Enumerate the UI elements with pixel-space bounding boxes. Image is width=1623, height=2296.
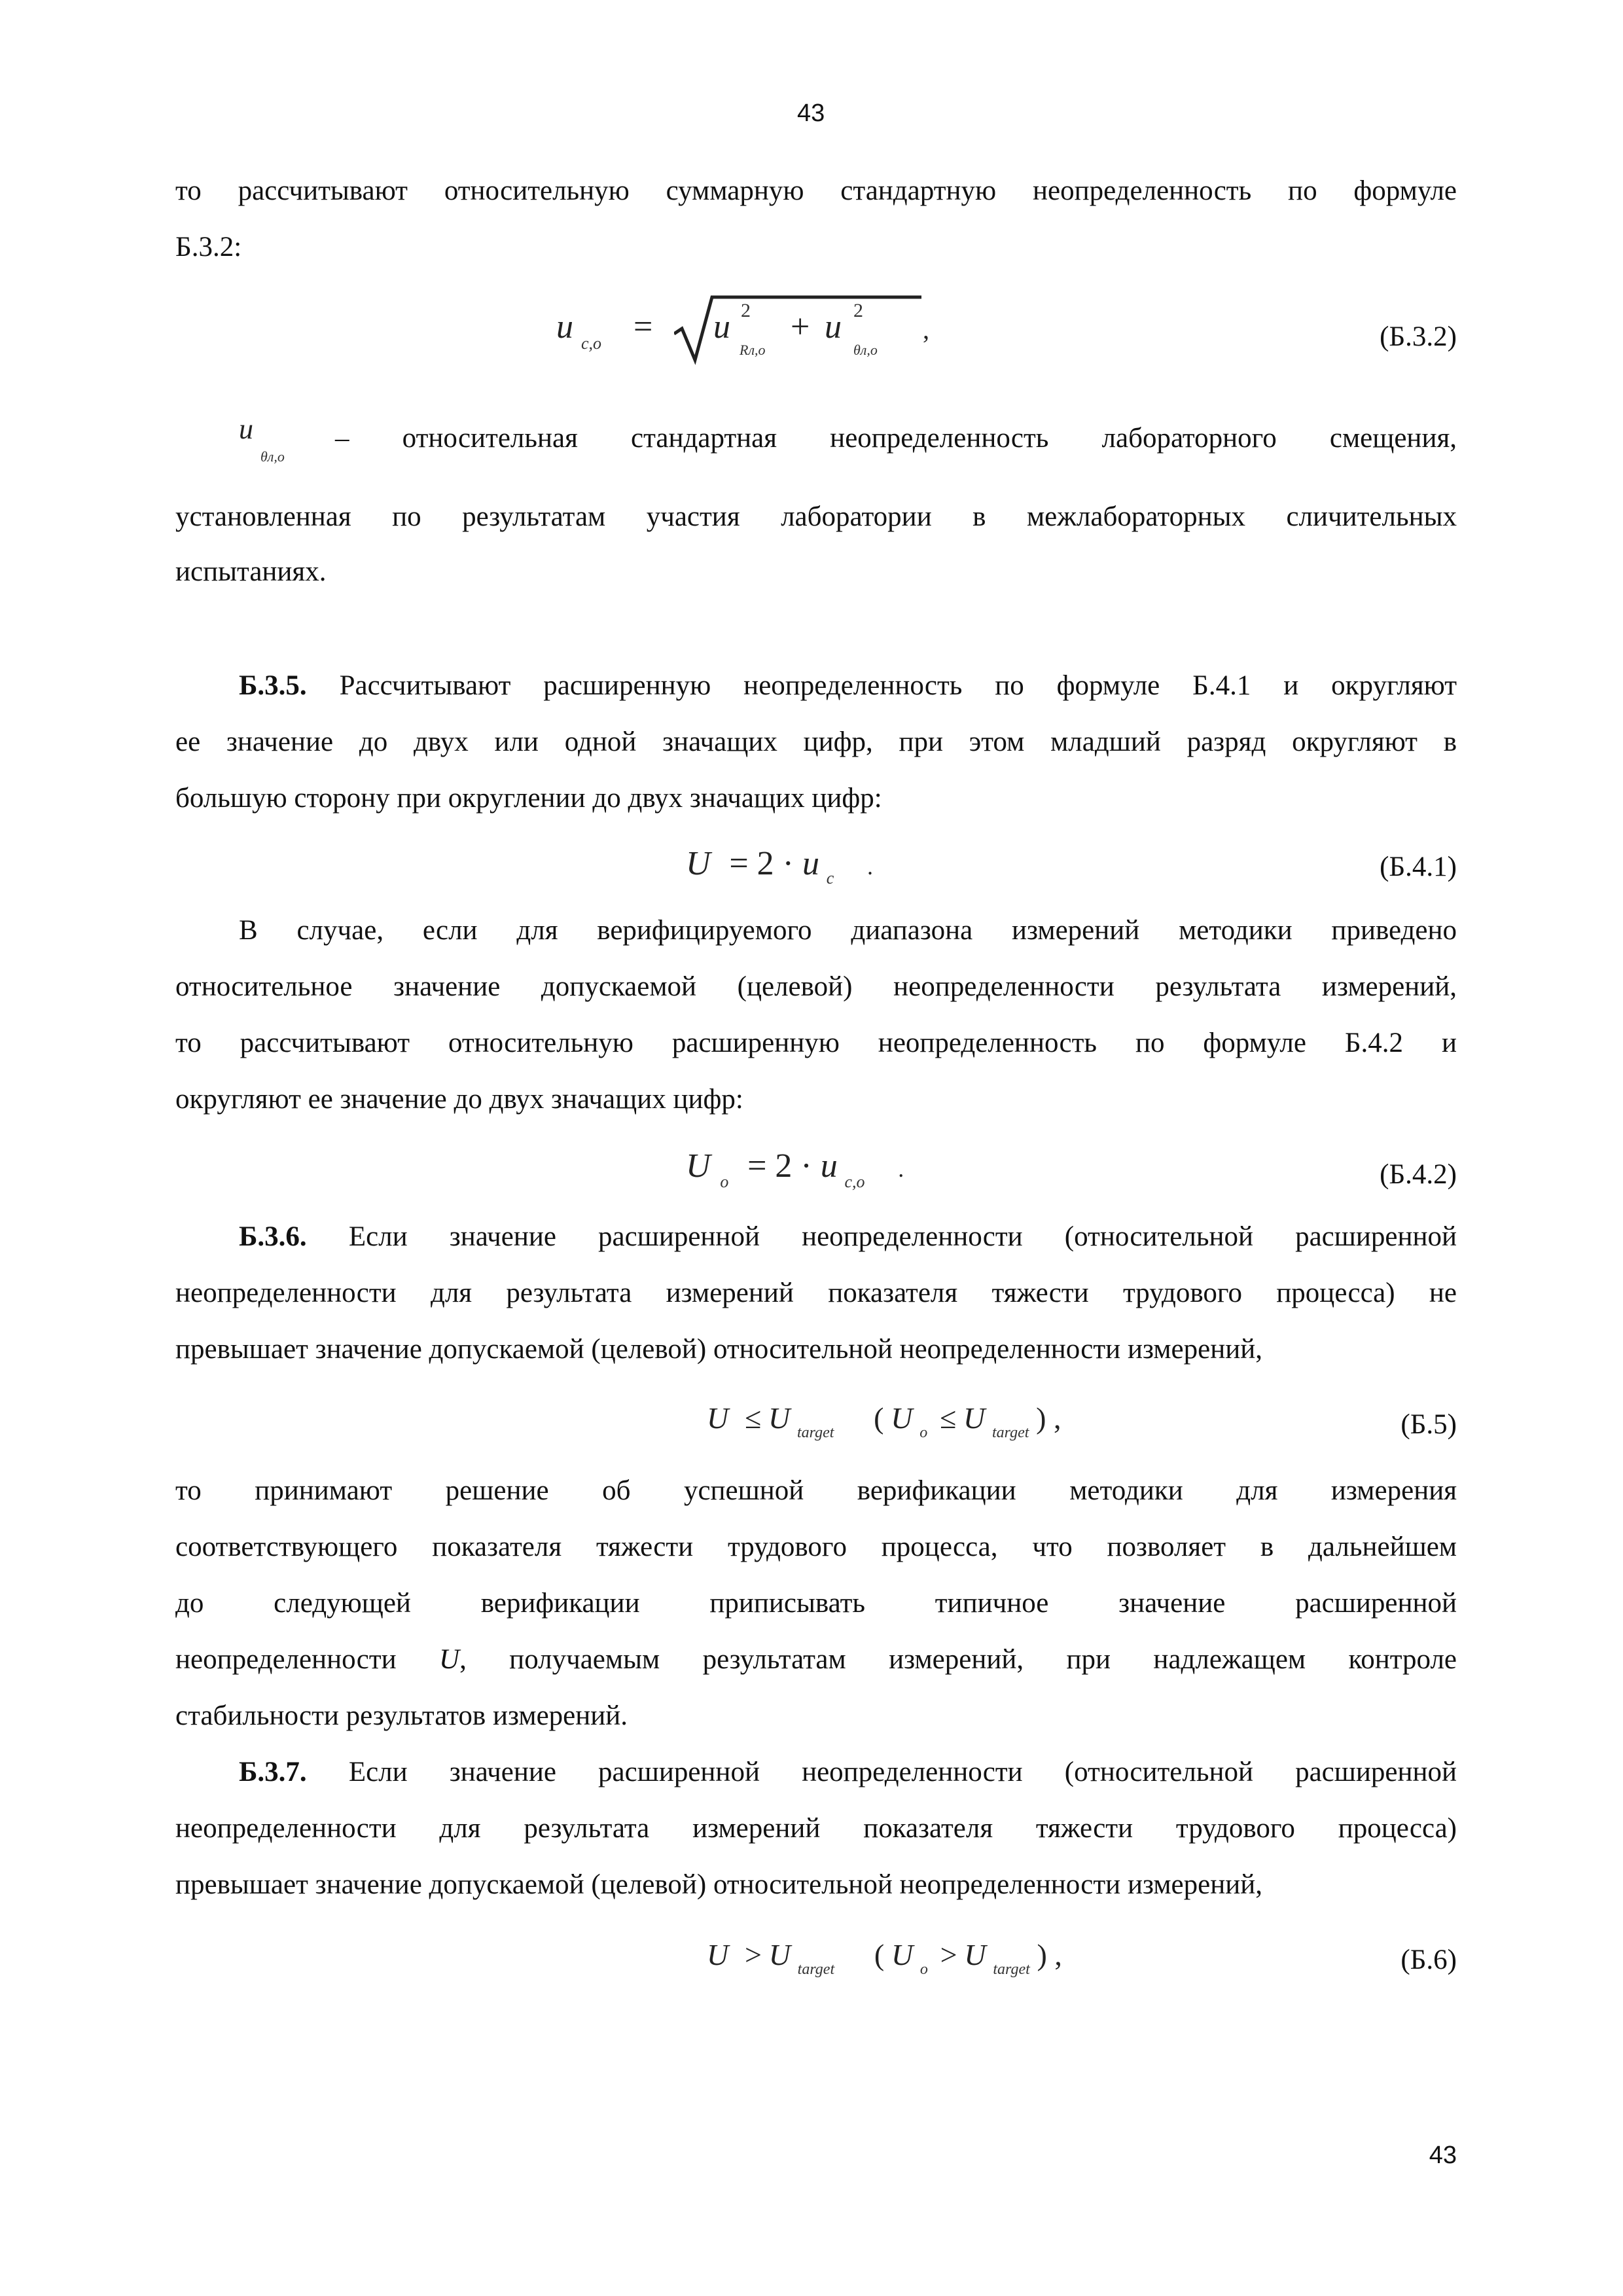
eq-operator: ( — [874, 1401, 884, 1435]
eq-subscript: target — [796, 1424, 834, 1441]
eq-symbol: U — [891, 1938, 914, 1971]
eq-operator: ) , — [1036, 1401, 1061, 1435]
section-text: Если значение расширенной неопределенности (относительной расширенной — [348, 1221, 1457, 1252]
eq-subscript: o — [919, 1961, 928, 1978]
eq-operator: ≤ — [939, 1401, 957, 1435]
section-label: Б.3.7. — [239, 1757, 307, 1787]
section-label: Б.3.5. — [239, 670, 307, 701]
eq-symbol: U — [707, 1938, 729, 1971]
paragraph-line: неопределенности для результата измерений показателя тяжести трудового процесса) не — [175, 1278, 1457, 1308]
paragraph-line: до следующей верификации приписывать типичное значение расширенной — [175, 1588, 1457, 1619]
equation-number: (Б.3.2) — [1380, 321, 1457, 352]
paragraph-line: неопределенности для результата измерений показателя тяжести трудового процесса) — [175, 1813, 1457, 1844]
eq-operator: ) , — [1037, 1938, 1062, 1971]
section-text: Рассчитывают расширенную неопределенность по формуле Б.4.1 и округляют — [339, 670, 1457, 701]
eq-operator: > — [744, 1938, 762, 1971]
paragraph-line: испытаниях. — [175, 556, 327, 587]
paragraph-line — [175, 1640, 1457, 1679]
def-symbol: u — [239, 413, 253, 445]
paragraph-line: ее значение до двух или одной значащих цифр, при этом младший разряд округляют в — [175, 726, 1457, 757]
header-page-number: 43 — [797, 99, 825, 127]
equation-number: (Б.4.1) — [1380, 852, 1457, 882]
equation-b6 — [707, 1937, 1062, 1978]
section-b36-first-line — [239, 1217, 1457, 1257]
equation-number: (Б.4.2) — [1380, 1159, 1457, 1190]
eq-subscript: o — [720, 1172, 729, 1191]
text-run: неопределенности — [175, 1644, 439, 1675]
eq-symbol: U — [768, 1401, 791, 1435]
eq-symbol: U — [891, 1401, 913, 1435]
eq-symbol: U — [963, 1401, 986, 1435]
paragraph-line: то рассчитывают относительную суммарную стандартную неопределенность по формуле — [175, 175, 1457, 206]
text-variable: U — [439, 1644, 460, 1675]
section-text: Если значение расширенной неопределенности (относительной расширенной — [348, 1757, 1457, 1787]
eq-subscript: c,o — [581, 334, 602, 353]
eq-superscript: 2 — [741, 300, 751, 321]
eq-symbol: U — [686, 845, 711, 882]
def-symbol-subscript: θл,o — [260, 448, 285, 465]
eq-symbol: u — [820, 1147, 838, 1185]
eq-operator: = 2 · — [747, 1147, 821, 1185]
paragraph-line: – относительная стандартная неопределенность лабораторного смещения, — [335, 423, 1457, 454]
section-label: Б.3.6. — [239, 1221, 307, 1252]
paragraph-line: относительное значение допускаемой (целевой) неопределенности результата измерений, — [175, 971, 1457, 1002]
equation-b41 — [686, 844, 874, 888]
eq-operator: > — [940, 1938, 957, 1971]
paragraph-line: Б.3.2: — [175, 232, 242, 262]
eq-operator: + — [791, 308, 810, 346]
paragraph-line: большую сторону при округлении до двух значащих цифр: — [175, 783, 882, 814]
eq-symbol: U — [964, 1938, 986, 1971]
eq-symbol: u — [825, 308, 842, 346]
paragraph-line: стабильности результатов измерений. — [175, 1700, 628, 1731]
eq-operator: ( — [874, 1938, 885, 1971]
equation-number: (Б.5) — [1400, 1409, 1457, 1440]
eq-superscript: 2 — [853, 300, 863, 321]
eq-symbol: u — [713, 308, 730, 346]
equation-b42 — [686, 1147, 904, 1191]
eq-subscript: c,o — [844, 1172, 865, 1191]
eq-operator: = — [633, 308, 653, 346]
equation-number: (Б.6) — [1400, 1945, 1457, 1975]
paragraph-line: соответствующего показателя тяжести трудового процесса, что позволяет в дальнейшем — [175, 1532, 1457, 1562]
eq-symbol: U — [686, 1147, 711, 1185]
equation-b5 — [707, 1401, 1061, 1441]
eq-symbol: U — [707, 1401, 729, 1435]
eq-symbol: U — [768, 1938, 791, 1971]
eq-subscript: c — [826, 869, 834, 888]
footer-page-number: 43 — [1429, 2142, 1457, 2169]
eq-operator: = 2 · — [729, 845, 802, 882]
text-run: , получаемым результатам измерений, при надлежащем контроле — [459, 1644, 1457, 1675]
eq-subscript: target — [797, 1961, 835, 1978]
paragraph-line: превышает значение допускаемой (целевой) относительной неопределенности измерений, — [175, 1869, 1263, 1900]
eq-subscript: Rл,o — [740, 342, 766, 358]
paragraph-line: В случае, если для верифицируемого диапазона измерений методики приведено — [239, 915, 1457, 946]
paragraph-line: то принимают решение об успешной верификации методики для измерения — [175, 1475, 1457, 1506]
eq-subscript: o — [919, 1424, 928, 1441]
paragraph-line: установленная по результатам участия лаборатории в межлабораторных сличительных — [175, 501, 1457, 532]
paragraph-line: то рассчитывают относительную расширенную неопределенность по формуле Б.4.2 и — [175, 1028, 1457, 1058]
eq-subscript: target — [991, 1424, 1029, 1441]
eq-symbol: u — [802, 845, 819, 882]
section-b37-first-line — [239, 1753, 1457, 1792]
eq-punctuation: , — [923, 315, 929, 344]
eq-subscript: target — [993, 1961, 1030, 1978]
eq-symbol: u — [556, 308, 573, 346]
eq-subscript: θл,o — [853, 342, 878, 358]
eq-operator: ≤ — [744, 1401, 762, 1435]
paragraph-line: округляют ее значение до двух значащих цифр: — [175, 1084, 743, 1115]
section-b35-first-line — [239, 666, 1457, 706]
paragraph-line: превышает значение допускаемой (целевой) относительной неопределенности измерений, — [175, 1334, 1263, 1365]
eq-punctuation: . — [867, 853, 874, 880]
eq-punctuation: . — [898, 1156, 904, 1182]
equation-b32 — [556, 295, 949, 380]
